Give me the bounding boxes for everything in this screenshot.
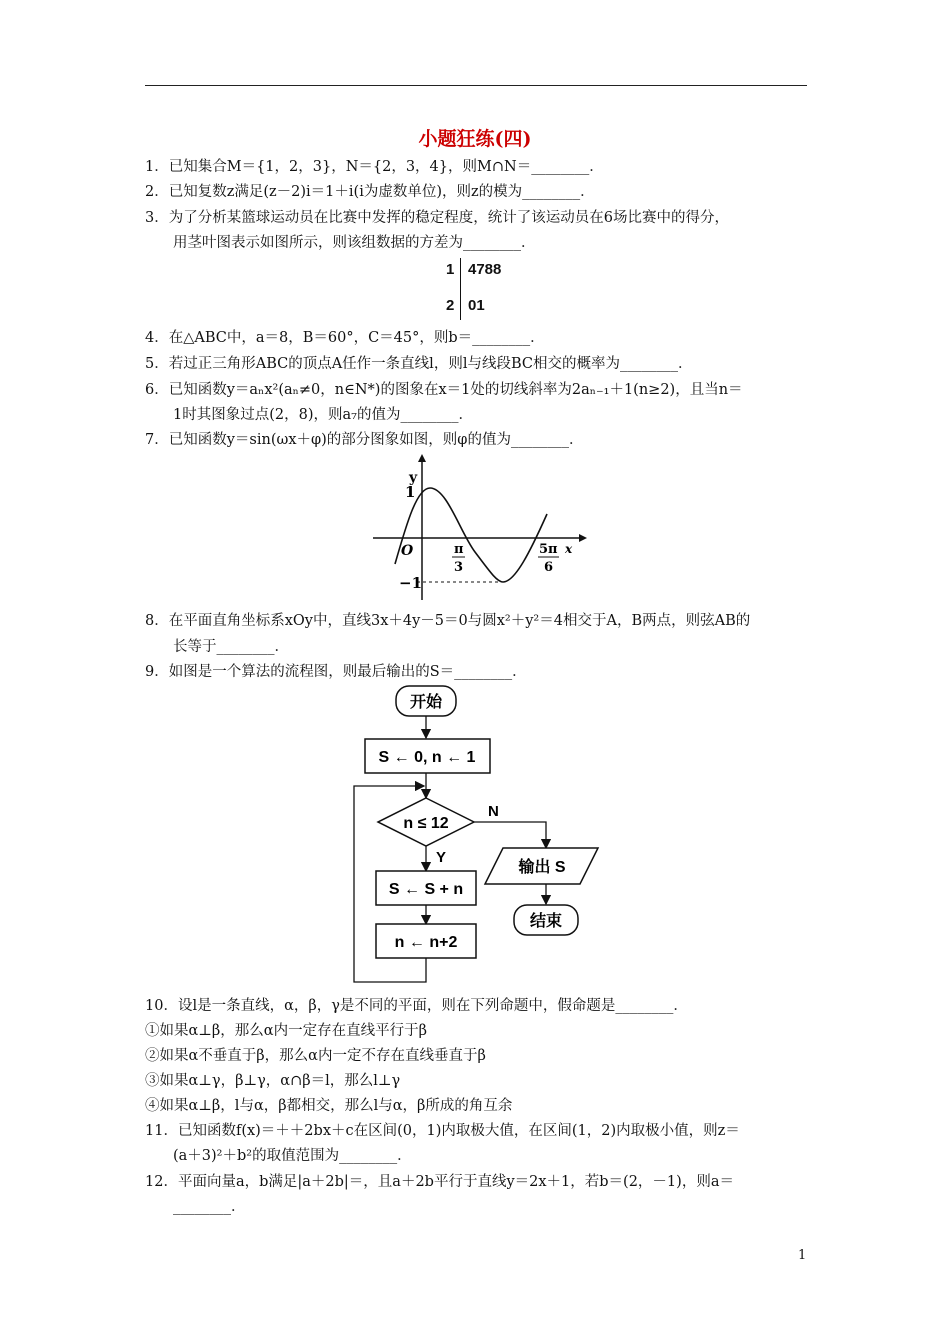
start-label: 开始 — [409, 694, 443, 711]
question-11-line-2: (a＋3)²＋b²的取值范围为________． — [173, 1148, 412, 1164]
flowchart — [340, 682, 610, 987]
question-7: 7．已知函数y＝sin(ωx＋φ)的部分图象如图，则φ的值为________． — [145, 432, 584, 448]
init-label: S ← 0, n ← 1 — [378, 749, 476, 766]
y-axis-arrow — [418, 454, 426, 462]
question-2: 2．已知复数z满足(z－2)i＝1＋i(i为虚数单位)，则z的模为________． — [145, 184, 595, 200]
x-axis-arrow — [579, 534, 587, 542]
origin-label: O — [401, 543, 414, 559]
stem-1: 1 — [446, 261, 455, 278]
y-tick-1: 1 — [405, 483, 416, 501]
question-6-line-1: 6．已知函数y＝aₙx²(aₙ≠0，n∈N*)的图象在x＝1处的切线斜率为2aₙ₋₁＋1(n≥2)，且当n＝ — [145, 382, 743, 398]
x-tick-5pi-6-num: 5π — [539, 542, 558, 557]
question-8-line-1: 8．在平面直角坐标系xOy中，直线3x＋4y－5＝0与圆x²＋y²＝4相交于A，B两点，则弦AB的 — [145, 613, 751, 629]
arrow-no — [474, 822, 546, 848]
x-tick-pi-3-num: π — [454, 542, 464, 557]
question-8-line-2: 长等于________． — [173, 639, 289, 655]
question-5: 5．若过正三角形ABC的顶点A任作一条直线l，则l与线段BC相交的概率为________． — [145, 356, 693, 372]
end-label: 结束 — [529, 913, 563, 930]
page-number: 1 — [798, 1248, 807, 1263]
sine-graph — [365, 452, 595, 602]
y-axis-label: y — [409, 470, 418, 486]
no-label: N — [488, 803, 499, 820]
question-3-line-2: 用茎叶图表示如图所示，则该组数据的方差为________． — [173, 235, 536, 251]
sine-curve — [395, 488, 547, 582]
question-11-line-1: 11．已知函数f(x)＝＋＋2bx＋c在区间(0，1)内取极大值，在区间(1，2)内取极小值，则z＝ — [145, 1123, 740, 1139]
question-12-line-1: 12．平面向量a，b满足|a＋2b|＝，且a＋2b平行于直线y＝2x＋1，若b＝(2，－1)，则a＝ — [145, 1174, 734, 1190]
stem-leaf-divider — [460, 258, 461, 320]
question-6-line-2: 1时其图象过点(2，8)，则a₇的值为________． — [173, 407, 473, 423]
question-9: 9．如图是一个算法的流程图，则最后输出的S＝________． — [145, 664, 527, 680]
stem-2: 2 — [446, 297, 455, 314]
x-tick-pi-3-den: 3 — [454, 560, 464, 575]
output-label: 输出 S — [518, 859, 566, 876]
y-tick-neg1: −1 — [399, 574, 423, 592]
yes-label: Y — [436, 849, 447, 866]
condition-label: n ≤ 12 — [403, 815, 449, 832]
question-4: 4．在△ABC中，a＝8，B＝60°，C＝45°，则b＝________． — [145, 330, 545, 346]
step2-label: n ← n+2 — [394, 934, 458, 951]
question-3-line-1: 3．为了分析某篮球运动员在比赛中发挥的稳定程度，统计了该运动员在6场比赛中的得分， — [145, 210, 729, 226]
question-10-option-3: ③如果α⊥γ，β⊥γ，α∩β＝l，那么l⊥γ — [145, 1073, 401, 1089]
leaves-1: 4788 — [468, 261, 502, 278]
x-tick-5pi-6-den: 6 — [544, 560, 554, 575]
question-12-line-2: ________． — [173, 1199, 246, 1215]
question-10-option-1: ①如果α⊥β，那么α内一定存在直线平行于β — [145, 1023, 427, 1039]
question-10: 10．设l是一条直线，α，β，γ是不同的平面，则在下列命题中，假命题是________． — [145, 998, 688, 1014]
question-10-option-4: ④如果α⊥β，l与α，β都相交，那么l与α，β所成的角互余 — [145, 1098, 513, 1114]
step1-label: S ← S + n — [388, 881, 464, 898]
x-axis-label: x — [565, 542, 573, 556]
header-rule — [145, 85, 807, 86]
question-10-option-2: ②如果α不垂直于β，那么α内一定不存在直线垂直于β — [145, 1048, 486, 1064]
leaves-2: 01 — [468, 297, 485, 314]
page-title: 小题狂练(四) — [418, 128, 532, 150]
question-1: 1．已知集合M＝{1，2，3}，N＝{2，3，4}，则M∩N＝________． — [145, 159, 604, 175]
